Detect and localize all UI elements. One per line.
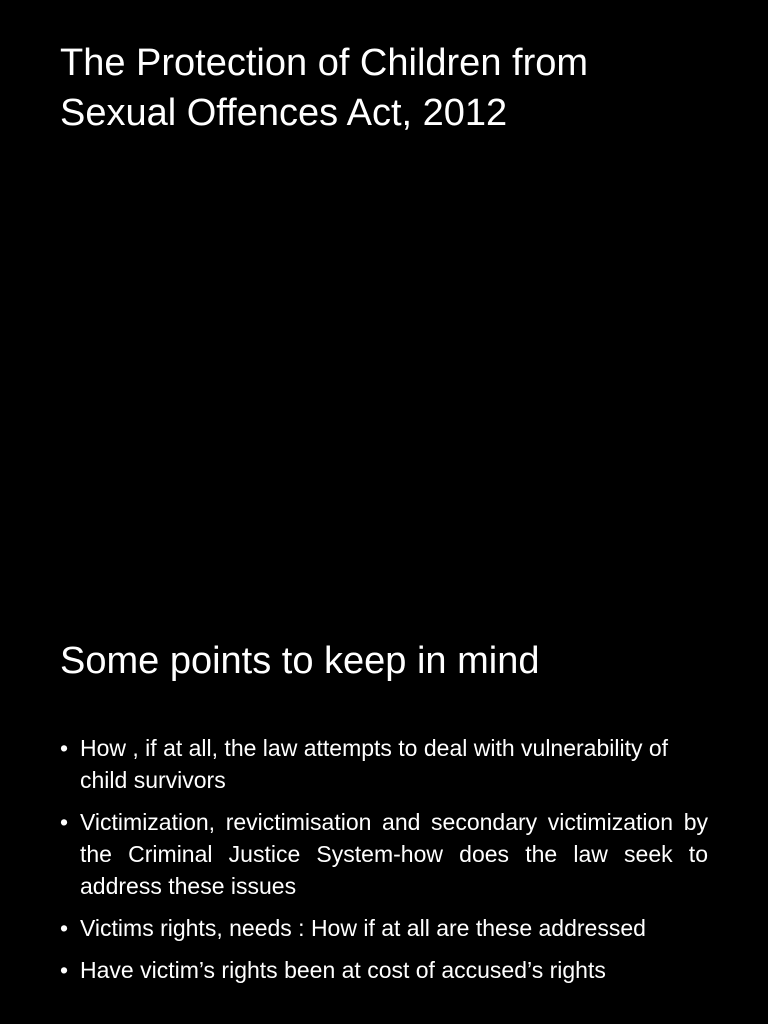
bullet-list	[60, 732, 708, 996]
bullet-text: Have victim’s rights been at cost of accused’s rights	[80, 957, 606, 983]
slide-title: The Protection of Children from Sexual Offences Act, 2012	[60, 42, 589, 134]
bullet-text: Victimization, revictimisation and secondary victimization by the Criminal Justice System-how does the law seek to address these issues	[80, 809, 708, 899]
bullet-icon: •	[60, 915, 69, 941]
bullet-item-accused-rights	[60, 954, 708, 986]
bullet-icon: •	[60, 809, 69, 835]
bullet-text: Victims rights, needs : How if at all are these addressed	[80, 915, 646, 941]
bullet-item-vulnerability	[60, 732, 708, 796]
bullet-icon: •	[60, 735, 69, 761]
bullet-text: How , if at all, the law attempts to deal with vulnerability of child survivors	[80, 735, 669, 793]
bullet-item-victims-rights	[60, 912, 708, 944]
points-slide	[0, 580, 768, 1024]
bullet-item-victimization	[60, 806, 708, 902]
slide-heading: Some points to keep in mind	[60, 640, 540, 682]
bullet-icon: •	[60, 957, 69, 983]
